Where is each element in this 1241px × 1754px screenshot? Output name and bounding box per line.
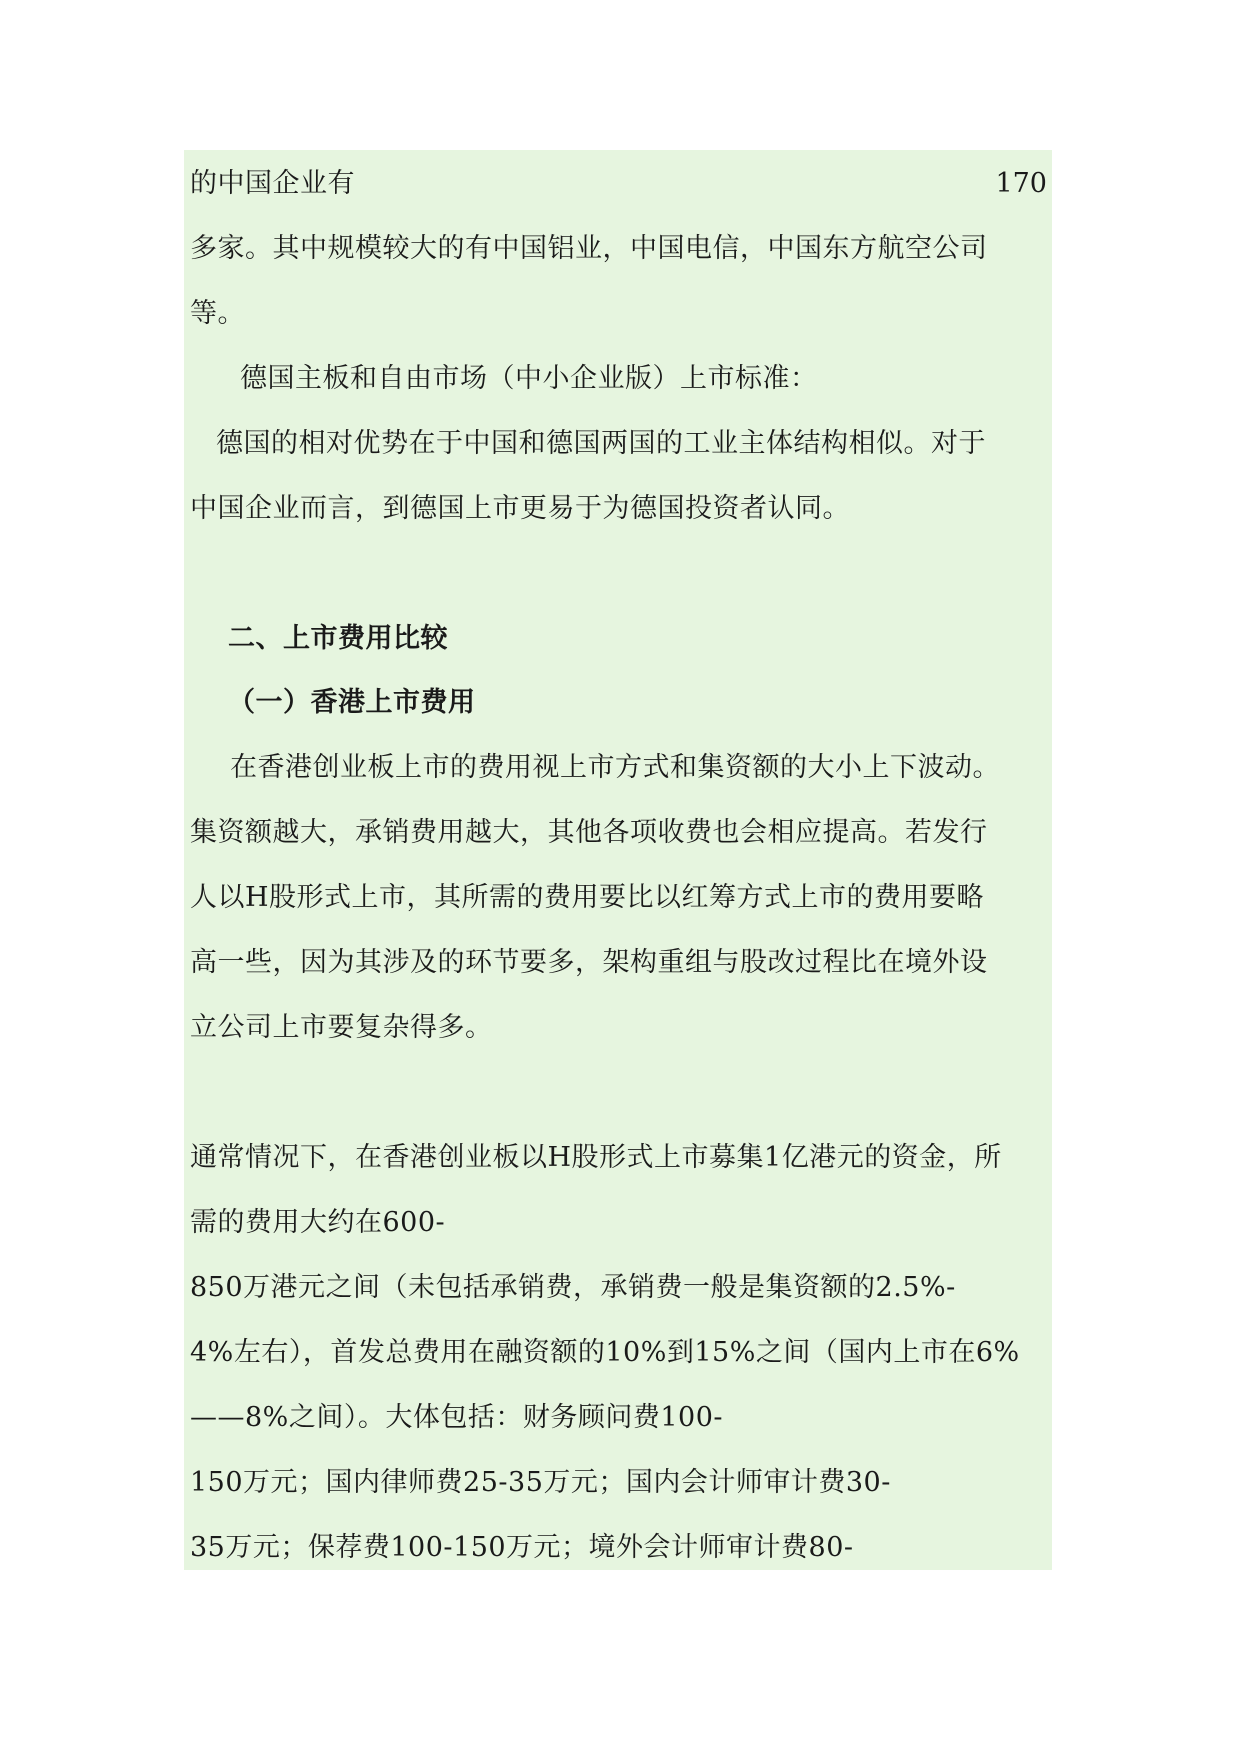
text-line: 等。 bbox=[190, 298, 245, 329]
subsection-heading: （一）香港上市费用 bbox=[228, 687, 476, 718]
text-line: 多家。其中规模较大的有中国铝业，中国电信，中国东方航空公司 bbox=[190, 233, 988, 264]
page-number: 170 bbox=[995, 168, 1047, 199]
text-line: 35万元；保荐费100-150万元；境外会计师审计费80- bbox=[190, 1532, 854, 1563]
section-heading: 二、上市费用比较 bbox=[228, 623, 448, 654]
text-line: 850万港元之间（未包括承销费，承销费一般是集资额的2.5%- bbox=[190, 1272, 956, 1303]
text-line: 立公司上市要复杂得多。 bbox=[190, 1012, 493, 1043]
text-line: 4%左右），首发总费用在融资额的10%到15%之间（国内上市在6% bbox=[190, 1337, 1020, 1368]
text-line: 在香港创业板上市的费用视上市方式和集资额的大小上下波动。 bbox=[230, 752, 1000, 783]
text-line: 的中国企业有 bbox=[190, 168, 355, 199]
text-line: 高一些，因为其涉及的环节要多，架构重组与股改过程比在境外设 bbox=[190, 947, 988, 978]
text-line: 德国的相对优势在于中国和德国两国的工业主体结构相似。对于 bbox=[216, 428, 986, 459]
text-line: 150万元；国内律师费25-35万元；国内会计师审计费30- bbox=[190, 1467, 891, 1498]
text-line: 需的费用大约在600- bbox=[190, 1207, 446, 1238]
text-line: 人以H股形式上市，其所需的费用要比以红筹方式上市的费用要略 bbox=[190, 882, 985, 913]
text-line: 中国企业而言，到德国上市更易于为德国投资者认同。 bbox=[190, 493, 850, 524]
text-line: ——8%之间）。大体包括：财务顾问费100- bbox=[190, 1402, 723, 1433]
text-line: 德国主板和自由市场（中小企业版）上市标准： bbox=[240, 363, 818, 394]
text-line: 集资额越大，承销费用越大，其他各项收费也会相应提高。若发行 bbox=[190, 817, 988, 848]
text-line: 通常情况下，在香港创业板以H股形式上市募集1亿港元的资金，所 bbox=[190, 1142, 1002, 1173]
